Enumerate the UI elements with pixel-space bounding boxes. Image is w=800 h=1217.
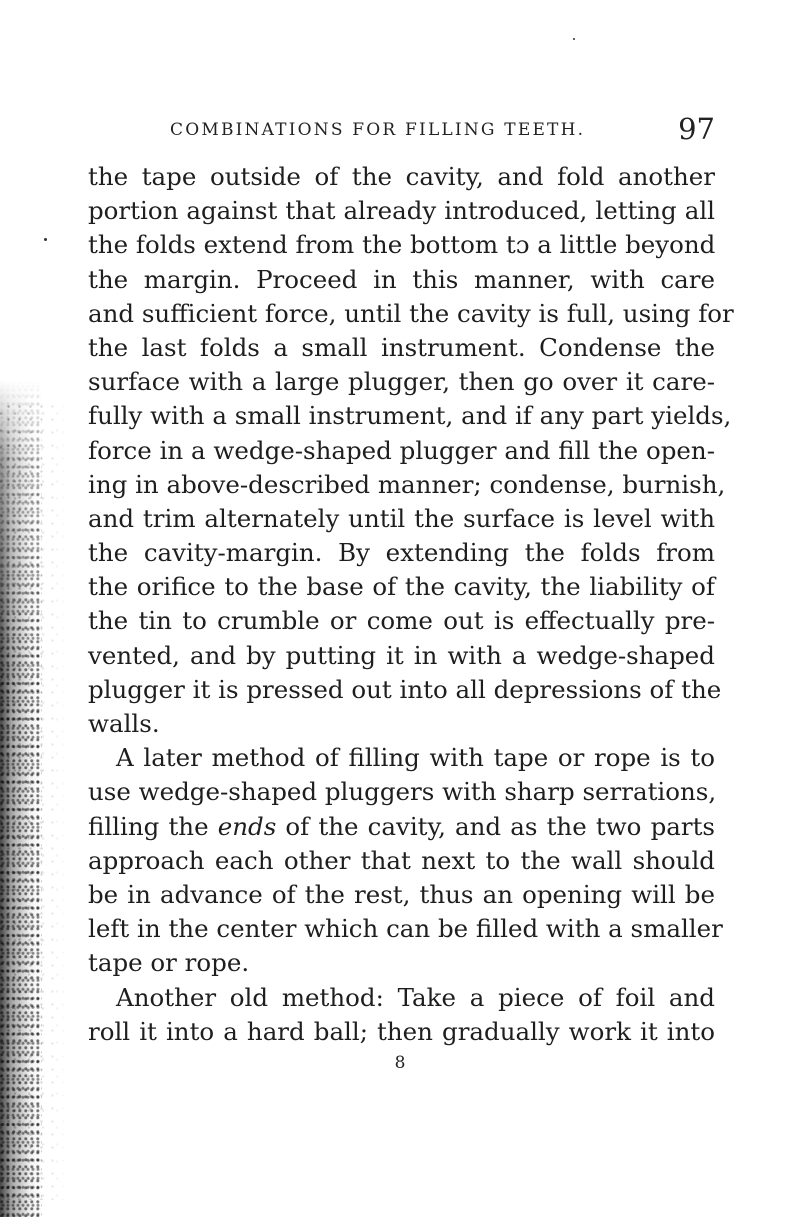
text-line: fully with a small instrument, and if any part yields, [88, 401, 732, 431]
signature-mark: 8 [394, 1053, 406, 1073]
text-line: the tape outside of the cavity, and fold another [88, 162, 715, 191]
text-line: the margin. Proceed in this manner, with care [88, 264, 715, 294]
text-line: plugger it is pressed out into all depressions of the [88, 674, 722, 704]
text-line: the cavity-margin. By extending the folds from [88, 538, 715, 568]
text-line: roll it into a hard ball; then gradually work it into [88, 1016, 715, 1046]
scan-edge-speckle [0, 400, 70, 1200]
body-text [88, 160, 734, 1049]
italic-word: ends [217, 811, 277, 841]
text-line: ing in above-described manner; condense, burnish, [88, 469, 726, 499]
text-line: the tin to crumble or come out is effectually pre- [88, 606, 715, 636]
text-line: use wedge-shaped pluggers with sharp serrations, [88, 777, 717, 807]
text-line: and sufficient force, until the cavity is full, using for [88, 298, 734, 328]
text-line: vented, and by putting it in with a wedge-shaped [88, 640, 715, 670]
text-line-with-italic [88, 810, 715, 844]
text-line: the last folds a small instrument. Condense the [88, 332, 715, 362]
text-line: left in the center which can be filled with a smaller [88, 914, 723, 944]
text-line: the folds extend from the bottom tɔ a little beyond [88, 230, 716, 260]
text-line: approach each other that next to the wall should [88, 845, 715, 875]
text-line: walls. [88, 709, 160, 738]
paragraph-start-line: Another old method: Take a piece of foil and [116, 982, 715, 1012]
text-line: be in advance of the rest, thus an opening will be [88, 879, 715, 909]
stray-mark [573, 38, 575, 40]
text-line: the orifice to the base of the cavity, the liability of [88, 572, 715, 602]
page-header [170, 112, 715, 152]
paragraph-start-line: A later method of filling with tape or rope is to [116, 743, 715, 773]
text-segment: of the cavity, and as the two parts [276, 811, 715, 841]
stray-mark [44, 238, 47, 241]
text-line: and trim alternately until the surface is level with [88, 503, 715, 533]
text-line: tape or rope. [88, 948, 250, 978]
text-line: portion against that already introduced, letting all [88, 196, 715, 226]
text-segment: filling the [88, 811, 218, 841]
page-number: 97 [678, 112, 715, 146]
running-head: COMBINATIONS FOR FILLING TEETH. [170, 120, 586, 140]
text-line: force in a wedge-shaped plugger and fill the open- [88, 435, 715, 465]
text-line: surface with a large plugger, then go over it care- [88, 367, 715, 397]
